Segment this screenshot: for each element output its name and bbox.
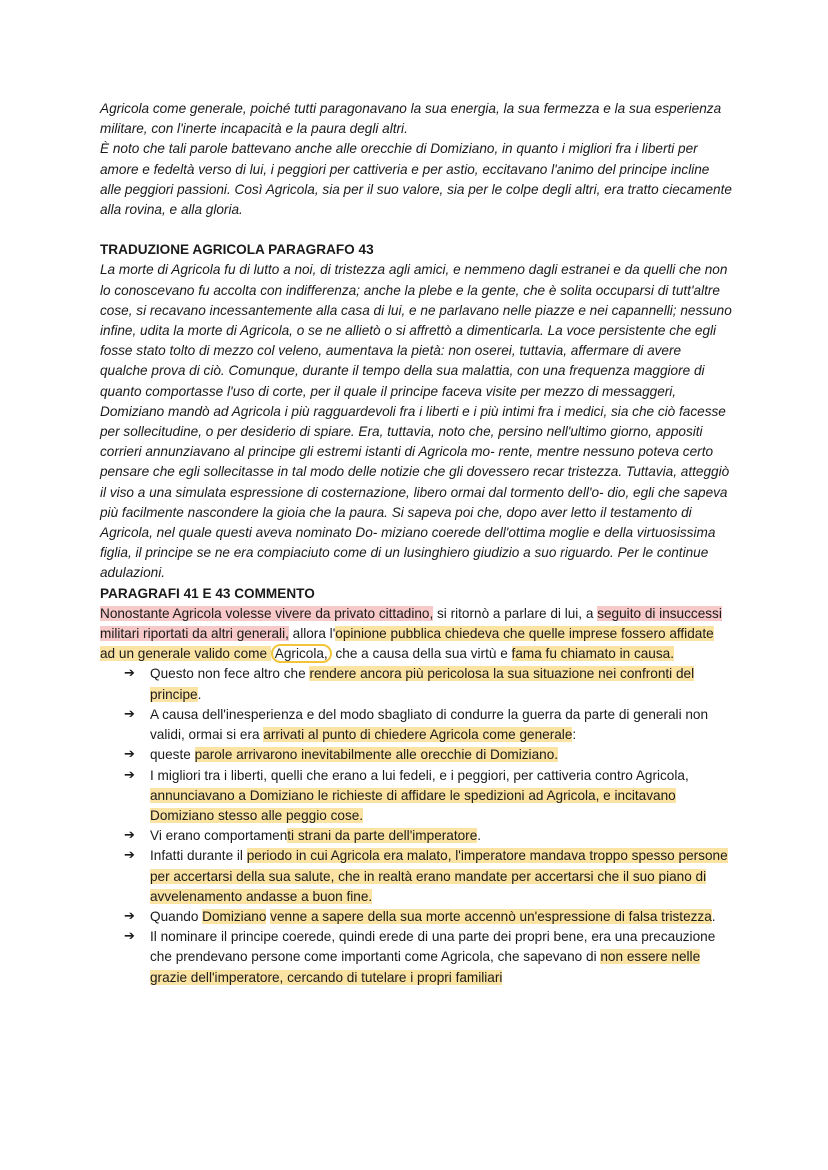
circled-word: Agricola, — [271, 644, 332, 663]
yellow-highlight: annunciavano a Domiziano le richieste di affidare le spedizioni ad Agricola, e incitavano Domiziano stesso alle peggio cose. — [150, 787, 676, 823]
yellow-highlight: Domiziano — [202, 908, 267, 924]
yellow-highlight: venne a sapere della sua morte accennò un'espressione di falsa tristezza — [270, 908, 712, 924]
pink-highlight: seguito di insuccessi militari riportati da altri generali, — [100, 605, 722, 642]
intro-paragraph-2: È noto che tali parole battevano anche alle orecchie di Domiziano, in quanto i migliori fra i liberti per amore e fedeltà verso di lui, i peggiori per cattiveria e per astio, eccitavano l'animo del principe incline alle peggiori passioni. Così Agricola, sia per il suo valore, sia per le colpe degli altri, era tratto ciecamente alla rovina, e alla gloria. — [100, 141, 732, 218]
bullet-item: ➔ I migliori tra i liberti, quelli che erano a lui fedeli, e i peggiori, per cattiveria contro Agricola, annunciavano a Domiziano le richieste di affidare le spedizioni ad Agricola, e incitavano Domiziano stesso alle peggio cose. — [124, 767, 689, 823]
section-43-heading: TRADUZIONE AGRICOLA PARAGRAFO 43 — [100, 242, 374, 258]
document-page — [100, 99, 732, 988]
intro-paragraph-1: Agricola come generale, poiché tutti paragonavano la sua energia, la sua fermezza e la sua esperienza militare, con l'inerte incapacità e la paura degli altri. — [100, 101, 722, 137]
arrow-bullet-icon: ➔ — [124, 929, 135, 945]
bullet-item: ➔ Vi erano comportamenti strani da parte dell'imperatore. — [100, 826, 732, 846]
yellow-highlight: rendere ancora più pericolosa la sua situazione nei confronti del principe — [150, 666, 695, 702]
arrow-bullet-icon: ➔ — [124, 706, 135, 722]
yellow-highlight: non essere nelle grazie dell'imperatore, cercando di tutelare i propri familiari — [150, 949, 701, 985]
bullet-item: ➔ A causa dell'inesperienza e del modo sbagliato di condurre la guerra da parte di generali non validi, ormai si era arrivati al punto di chiedere Agricola come generale: — [124, 706, 709, 743]
arrow-bullet-icon: ➔ — [124, 908, 135, 924]
yellow-highlight: parole arrivarono inevitabilmente alle orecchie di Domiziano. — [194, 747, 559, 763]
bullet-item: ➔ queste parole arrivarono inevitabilmente alle orecchie di Domiziano. — [100, 745, 732, 765]
yellow-highlight: fama fu chiamato in causa. — [511, 646, 675, 662]
pink-highlight: Nonostante Agricola volesse vivere da privato cittadino, — [100, 605, 434, 621]
bullet-item: ➔ Quando Domiziano venne a sapere della sua morte accennò un'espressione di falsa tristezza. — [100, 907, 732, 927]
arrow-bullet-icon: ➔ — [124, 666, 135, 682]
bullet-item: ➔ Questo non fece altro che rendere ancora più pericolosa la sua situazione nei confronti del principe. — [124, 666, 695, 702]
yellow-highlight: opinione pubblica chiedeva che quelle imprese fossero affidate ad un generale valido come — [100, 626, 714, 662]
commento-bullet-list — [100, 664, 732, 987]
bullet-item: ➔ Infatti durante il periodo in cui Agricola era malato, l'imperatore mandava troppo spesso persone per accertarsi della sua salute, che in realtà erano mandate per accertarsi che il suo piano di avvelenamento andasse a buon fine. — [124, 848, 728, 904]
arrow-bullet-icon: ➔ — [124, 767, 135, 783]
commento-paragraph: Nonostante Agricola volesse vivere da privato cittadino, si ritornò a parlare di lui, a seguito di insuccessi militari riportati da altri generali, allora l'opinione pubblica chiedeva che quelle imprese fossero affidate ad un generale valido come Agricola, che a causa della sua virtù e fama fu chiamato in causa. — [100, 605, 722, 662]
yellow-highlight: arrivati al punto di chiedere Agricola come generale — [263, 727, 573, 743]
spacer — [100, 220, 732, 240]
bullet-item: ➔ Il nominare il principe coerede, quindi erede di una parte dei propri bene, era una precauzione che prendevano persone come importanti come Agricola, che sapevano di non essere nelle grazie dell'imperatore, cercando di tutelare i propri familiari — [124, 929, 716, 985]
section-43-translation: La morte di Agricola fu di lutto a noi, di tristezza agli amici, e nemmeno dagli estranei e da quelli che non lo conoscevano fu accolta con indifferenza; anche la plebe e la gente, che è solita occuparsi di tutt'altre cose, si recavano incessantemente alla casa di lui, e ne parlavano nelle piazze e nei capannelli; nessuno infine, udita la morte di Agricola, o se ne allietò o si affrettò a dimenticarla. La voce persistente che egli fosse stato tolto di mezzo col veleno, aumentava la pietà: non oserei, tuttavia, affermare di avere qualche prova di ciò. Comunque, durante il tempo della sua malattia, con una frequenza maggiore di quanto comportasse l'uso di corte, per il quale il principe faceva visite per mezzo di messaggeri, Domiziano mandò ad Agricola i più ragguardevoli fra i liberti e i più intimi fra i medici, sia che ciò facesse per sollecitudine, o per desiderio di spiare. Era, tuttavia, noto che, persino nell'ultimo giorno, appositi corrieri annunziavano al principe gli estremi istanti di Agricola mo- rente, mentre nessuno poteva certo pensare che egli sollecitasse in tal modo delle notizie che gli dovessero recar tristezza. Tuttavia, atteggiò il viso a una simulata espressione di costernazione, libero ormai dal tormento dell'o- dio, egli che sapeva più facilmente nascondere la gioia che la paura. Si sapeva poi che, dopo aver letto il testamento di Agricola, nel quale questi aveva nominato Do- miziano coerede dell'ottima moglie e della virtuosissima figlia, il principe se ne era compiaciuto come di un lusinghiero giudizio a suo riguardo. Per le continue adulazioni. — [100, 262, 732, 581]
yellow-highlight: ti strani da parte dell'imperatore — [287, 828, 478, 844]
arrow-bullet-icon: ➔ — [124, 747, 135, 763]
yellow-highlight: periodo in cui Agricola era malato, l'imperatore mandava troppo spesso persone per accertarsi della sua salute, che in realtà erano mandate per accertarsi che il suo piano di avvelenamento andasse a buon fine. — [150, 848, 728, 904]
arrow-bullet-icon: ➔ — [124, 828, 135, 844]
arrow-bullet-icon: ➔ — [124, 848, 135, 864]
commento-heading: PARAGRAFI 41 E 43 COMMENTO — [100, 585, 315, 601]
